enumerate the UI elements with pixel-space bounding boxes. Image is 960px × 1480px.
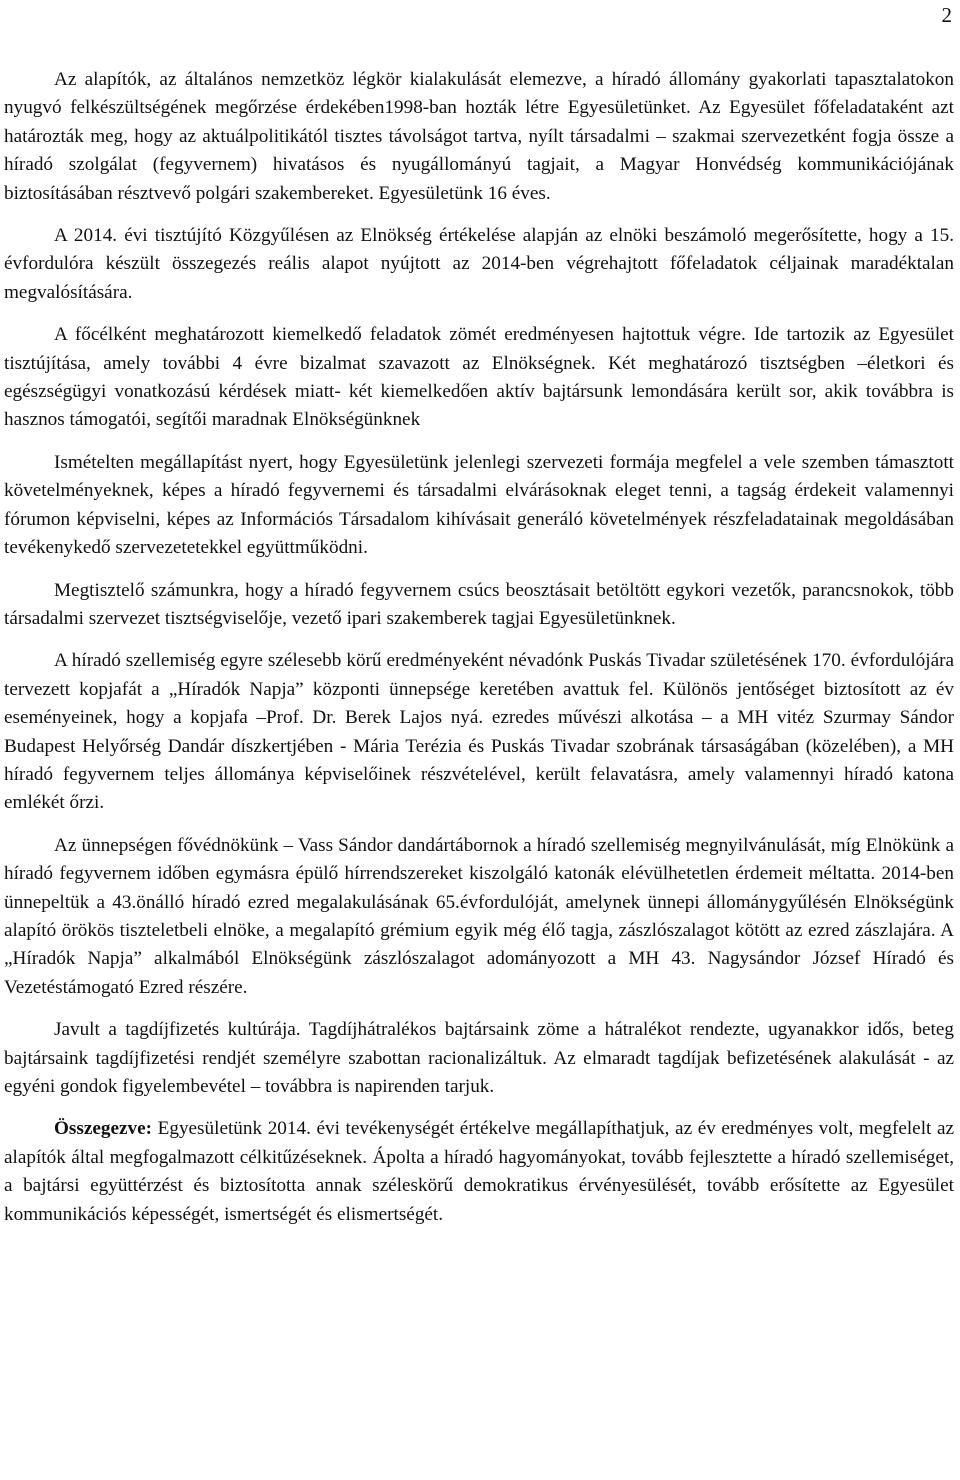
paragraph-text: Ismételten megállapítást nyert, hogy Egyesületünk jelenlegi szervezeti formája megfelel a vele szemben támasztott követelményeknek, képes a híradó fegyvernemi és társadalmi elvárásoknak eleget tenni, a tagság érdekeit valamennyi fórumon képviselni, képes az Információs Társadalom kihívásait generáló követelmények részfeladatainak megoldásában tevékenykedő szervezetetekkel együttműködni.: [4, 451, 954, 559]
paragraph-ceremony: [4, 832, 954, 1002]
paragraph-text: Megtisztelő számunkra, hogy a híradó fegyvernem csúcs beosztásait betöltött egykori vezetők, parancsnokok, több társadalmi szervezet tisztségviselője, vezető ipari szakemberek tagjai Egyesületünknek.: [4, 579, 954, 629]
paragraph-memorial: [4, 647, 954, 817]
paragraph-members: [4, 577, 954, 634]
paragraph-membership-fees: [4, 1016, 954, 1101]
paragraph-organization: [4, 449, 954, 563]
paragraph-text: Egyesületünk 2014. évi tevékenységét értékelve megállapíthatjuk, az év eredményes volt, megfelelt az alapítók által megfogalmazott célkitűzéseknek. Ápolta a híradó hagyományokat, tovább fejlesztette a híradó szellemiséget, a bajtársi együttérzést és biztosította annak széleskörű demokratikus érvényesülését, tovább erősítette az Egyesület kommunikációs képességét, ismertségét és elismertségét.: [4, 1118, 954, 1225]
paragraph-summary: [4, 1115, 954, 1229]
paragraph-general-assembly: [4, 222, 954, 307]
paragraph-text: Javult a tagdíjfizetés kultúrája. Tagdíjhátralékos bajtársaink zöme a hátralékot rendezte, ugyanakkor idős, beteg bajtársaink tagdíjfizetési rendjét személyre szabottan racionalizáltuk. Az elmaradt tagdíjak befizetésének alakulását - az egyéni gondok figyelembevétel – továbbra is napirenden tarjuk.: [4, 1019, 954, 1097]
paragraph-text: A főcélként meghatározott kiemelkedő feladatok zömét eredményesen hajtottuk végre. Ide tartozik az Egyesület tisztújítása, amely további 4 évre bizalmat szavazott az Elnökségnek. Két meghatározó tisztségben –életkori és egészségügyi vonatkozású kérdések miatt- két kiemelkedően aktív bajtársunk lemondására került sor, akik továbbra is hasznos támogatói, segítői maradnak Elnökségünknek: [4, 324, 954, 431]
paragraph-text: A híradó szellemiség egyre szélesebb körű eredményeként névadónk Puskás Tivadar születésének 170. évfordulójára tervezett kopjafát a „Híradók Napja” központi ünnepsége keretében avattuk fel. Különös jentőséget biztosított az év eseményeinek, hogy a kopjafa –Prof. Dr. Berek Lajos nyá. ezredes művészi alkotása – a MH vitéz Szurmay Sándor Budapest Helyőrség Dandár díszkertjében - Mária Terézia és Puskás Tivadar szobrának társaságában (közelében), a MH híradó fegyvernem teljes állománya képviselőinek részvételével, került felavatásra, amely valamennyi híradó katona emlékét őrzi.: [4, 650, 954, 814]
paragraph-text: Az alapítók, az általános nemzetköz légkör kialakulását elemezve, a híradó állomány gyakorlati tapasztalatokon nyugvó felkészültségének megőrzése érdekében1998-ban hozták létre Egyesületünket. Az Egyesület főfeladataként azt határozták meg, hogy az aktuálpolitikától tisztes távolságot tartva, nyílt társadalmi – szakmai szervezetként fogja össze a híradó szolgálat (fegyvernem) hivatásos és nyugállományú tagjait, a Magyar Honvédség kommunikációjának biztosításában résztvevő polgári szakembereket. Egyesületünk 16 éves.: [4, 69, 954, 204]
paragraph-main-tasks: [4, 321, 954, 435]
paragraph-text: A 2014. évi tisztújító Közgyűlésen az Elnökség értékelése alapján az elnöki beszámoló megerősítette, hogy a 15. évfordulóra készült összegezés reális alapot nyújtott az 2014-ben végrehajtott főfeladatok céljainak maradéktalan megvalósítására.: [4, 225, 954, 303]
paragraph-text: Az ünnepségen fővédnökünk – Vass Sándor dandártábornok a híradó szellemiség megnyilvánulását, míg Elnökünk a híradó fegyvernem időben egymásra épülő hírrendszereket kiszolgáló katonák elévülhetetlen érdemeit méltatta. 2014-ben ünnepeltük a 43.önálló híradó ezred megalakulásának 65.évfordulóját, amelynek ünnepi állománygyűlésén Elnökségünk alapító örökös tiszteletbeli elnöke, a megalapító grémium egyik még élő tagja, zászlószalagot kötött az ezred zászlajára. A „Híradók Napja” alkalmából Elnökségünk zászlószalagot adományozott a MH 43. Nagysándor József Híradó és Vezetéstámogató Ezred részére.: [4, 834, 954, 998]
paragraph-lead: Összegezve:: [54, 1118, 153, 1140]
paragraph-founding: [4, 66, 954, 208]
document-body: [4, 66, 954, 1243]
page-number: 2: [941, 3, 952, 27]
